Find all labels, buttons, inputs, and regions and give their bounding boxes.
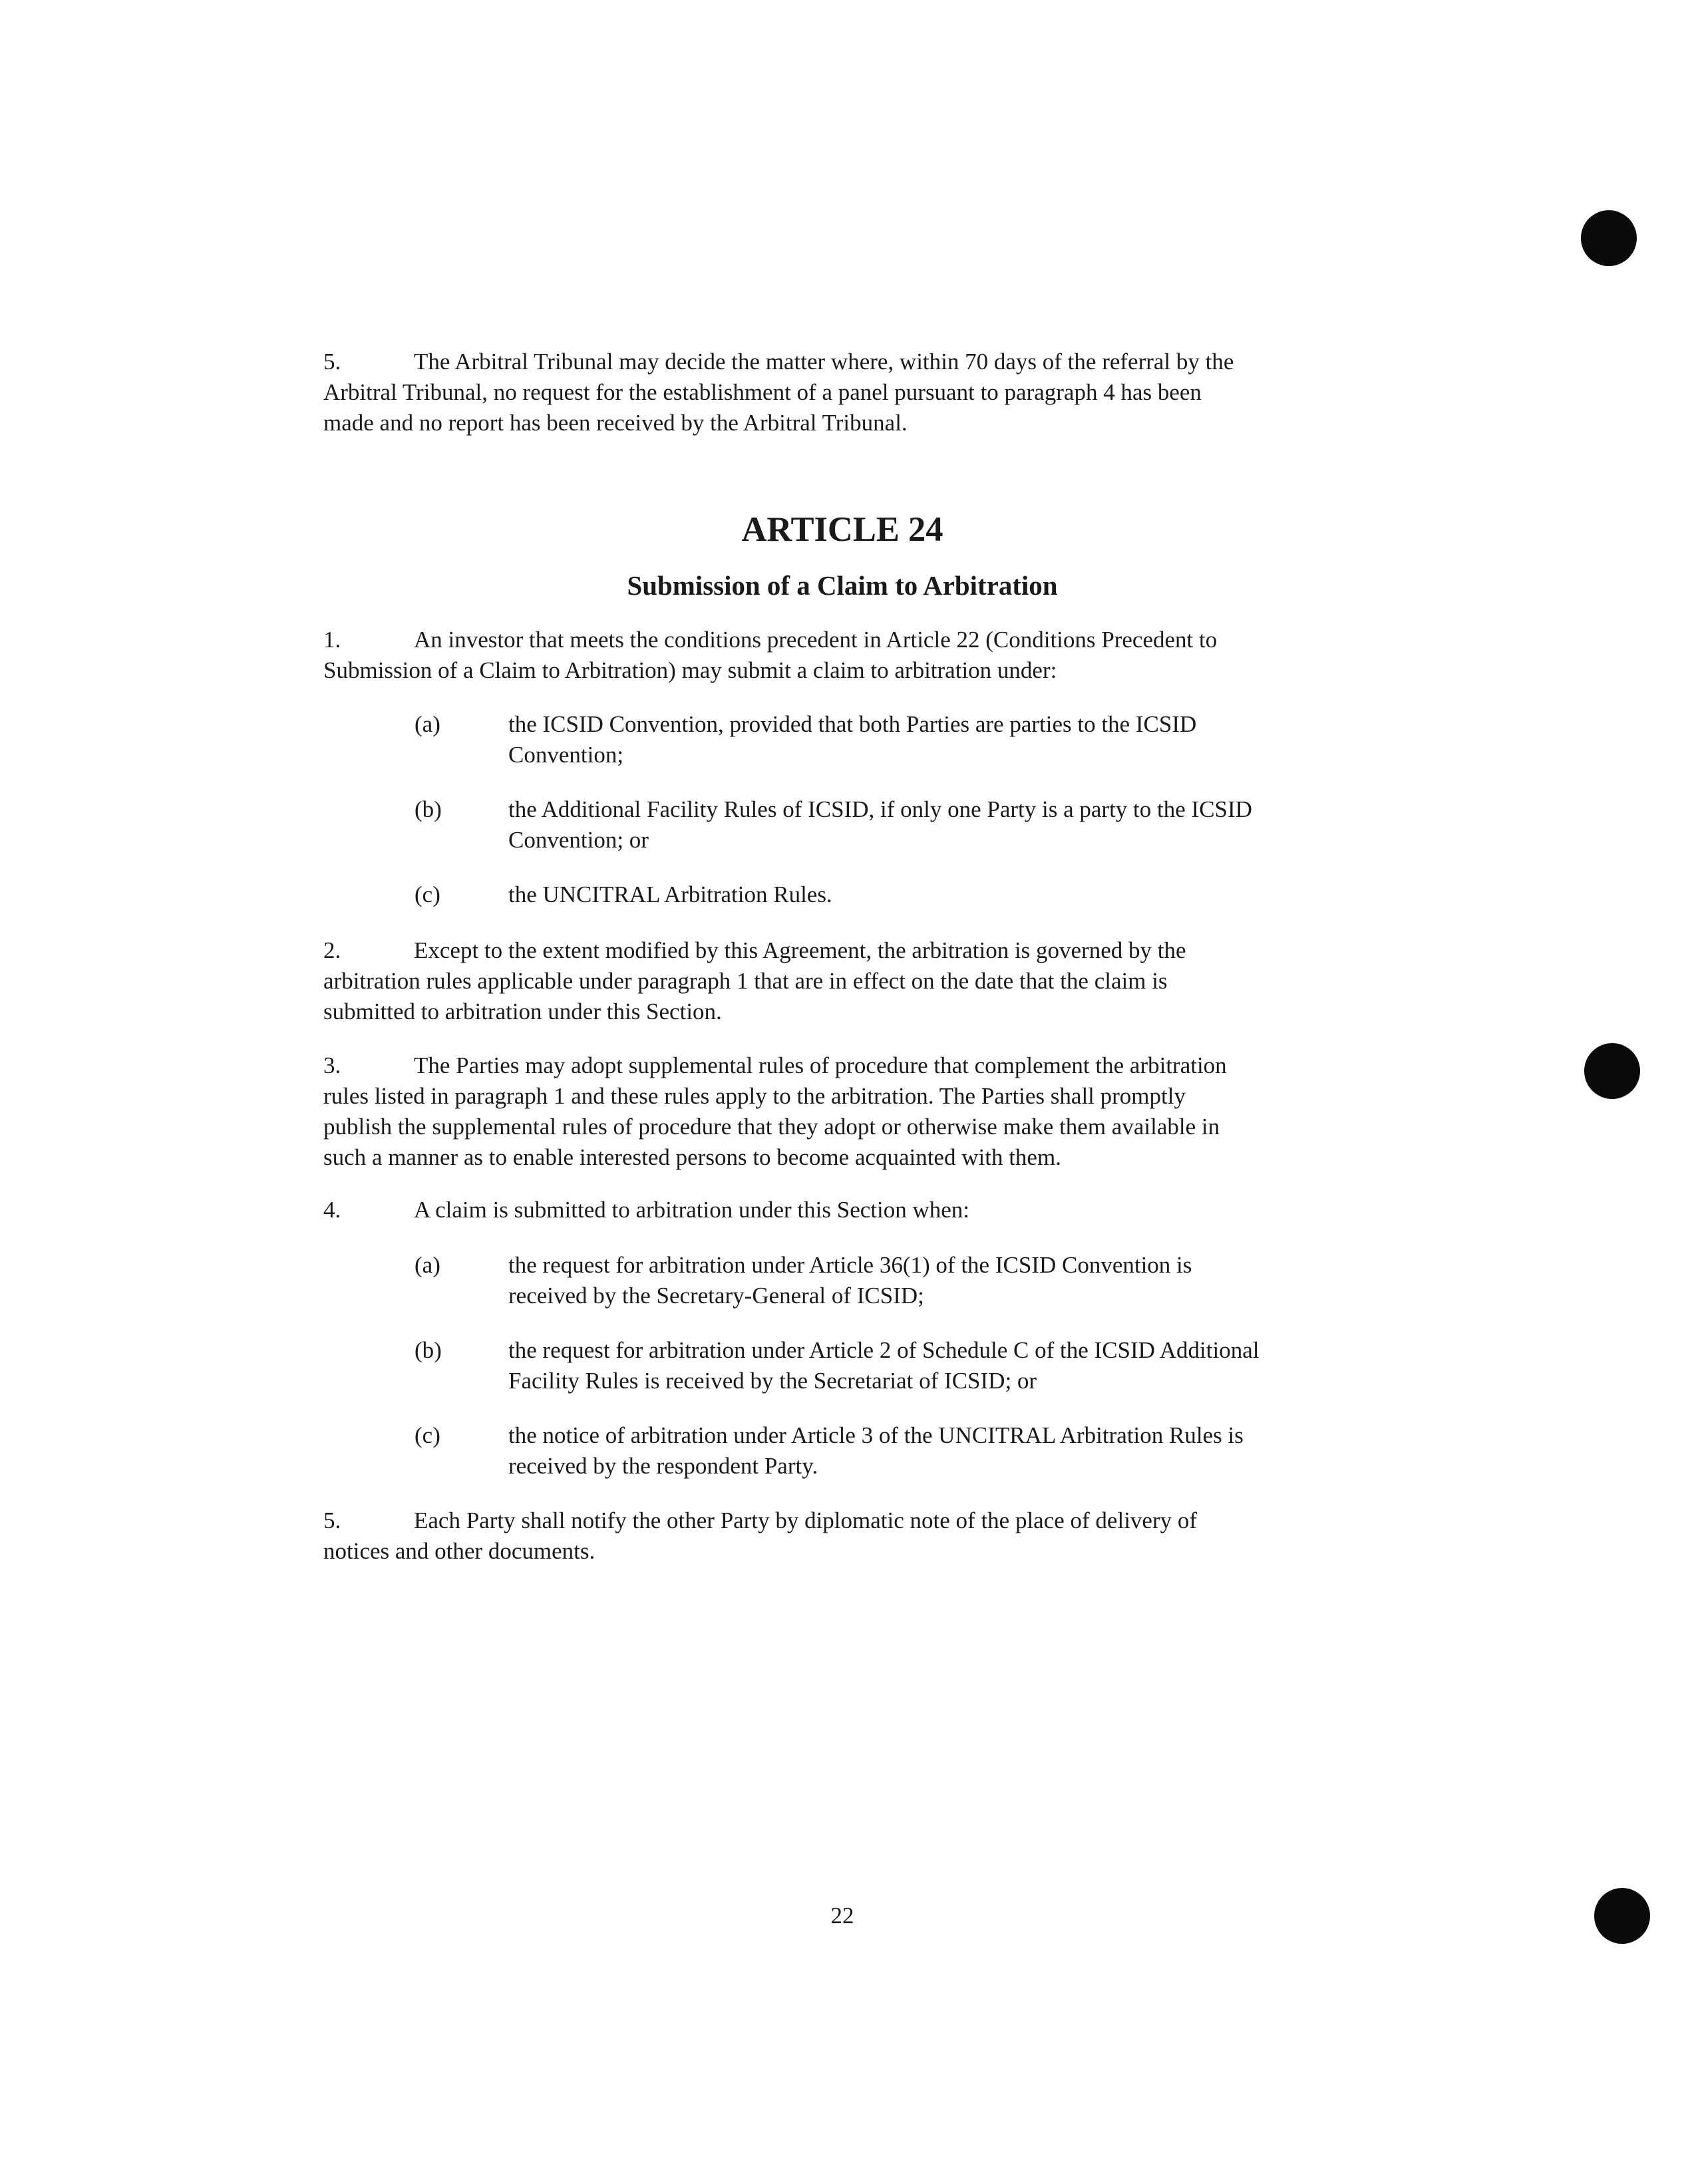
punch-hole-middle (1584, 1043, 1640, 1099)
list-item-line: the notice of arbitration under Article 3 of the UNCITRAL Arbitration Rules is (508, 1422, 1244, 1448)
punch-hole-bottom (1594, 1888, 1650, 1944)
paragraph-line: An investor that meets the conditions precedent in Article 22 (Conditions Precedent to (414, 627, 1218, 653)
list-item-line: Facility Rules is received by the Secretariat of ICSID; or (508, 1368, 1037, 1394)
paragraph-number: 5. (323, 349, 341, 375)
paragraph-2 (323, 935, 1361, 1027)
punch-hole-top (1581, 210, 1637, 266)
list-item-letter: (a) (415, 1252, 440, 1278)
paragraph-line: A claim is submitted to arbitration under this Section when: (414, 1197, 970, 1223)
list-item-line: the request for arbitration under Article 36(1) of the ICSID Convention is (508, 1252, 1192, 1278)
paragraph-number: 3. (323, 1052, 341, 1078)
paragraph-line: Submission of a Claim to Arbitration) may submit a claim to arbitration under: (323, 657, 1057, 683)
paragraph-line: rules listed in paragraph 1 and these rules apply to the arbitration. The Parties shall promptly (323, 1083, 1186, 1109)
list-item-line: the UNCITRAL Arbitration Rules. (508, 881, 832, 907)
paragraph-number: 4. (323, 1197, 341, 1223)
list-item (415, 1335, 1366, 1396)
list-item (415, 1250, 1366, 1311)
paragraph-4 (323, 1195, 1361, 1225)
list-item-line: the ICSID Convention, provided that both Parties are parties to the ICSID (508, 711, 1197, 737)
list-item-line: the request for arbitration under Article 2 of Schedule C of the ICSID Additional (508, 1337, 1260, 1363)
article-title: Submission of a Claim to Arbitration (627, 571, 1058, 601)
paragraph-line: arbitration rules applicable under paragraph 1 that are in effect on the date that the claim is (323, 968, 1168, 994)
list-item-line: received by the Secretary-General of ICSID; (508, 1283, 924, 1309)
paragraph-line: The Parties may adopt supplemental rules of procedure that complement the arbitration (414, 1052, 1227, 1078)
paragraph-line: notices and other documents. (323, 1538, 595, 1564)
paragraph-line: publish the supplemental rules of procedure that they adopt or otherwise make them available in (323, 1114, 1220, 1140)
list-item-line: Convention; (508, 742, 624, 768)
paragraph-line: Each Party shall notify the other Party by diplomatic note of the place of delivery of (414, 1507, 1198, 1533)
paragraph-line: Except to the extent modified by this Agreement, the arbitration is governed by the (414, 937, 1186, 963)
paragraph-number: 5. (323, 1507, 341, 1533)
list-item (415, 709, 1366, 770)
list-item-letter: (b) (415, 796, 442, 822)
list-item (415, 879, 1366, 910)
page-number: 22 (830, 1903, 854, 1929)
list-item-letter: (c) (415, 881, 440, 907)
list-item-line: Convention; or (508, 827, 649, 853)
list-item (415, 1420, 1366, 1482)
paragraph-1 (323, 625, 1361, 686)
list-item-line: received by the respondent Party. (508, 1453, 818, 1479)
list-item-letter: (a) (415, 711, 440, 737)
paragraph-line: made and no report has been received by the Arbitral Tribunal. (323, 410, 908, 436)
list-item-letter: (b) (415, 1337, 442, 1363)
article-heading: ARTICLE 24 (741, 510, 943, 549)
paragraph-number: 2. (323, 937, 341, 963)
list-item-letter: (c) (415, 1422, 440, 1448)
paragraph-number: 1. (323, 627, 341, 653)
paragraph-line: Arbitral Tribunal, no request for the establishment of a panel pursuant to paragraph 4 has been (323, 379, 1202, 405)
paragraph-5-previous (323, 347, 1361, 438)
paragraph-line: The Arbitral Tribunal may decide the matter where, within 70 days of the referral by the (414, 349, 1234, 375)
list-item-line: the Additional Facility Rules of ICSID, if only one Party is a party to the ICSID (508, 796, 1252, 822)
paragraph-3 (323, 1050, 1361, 1173)
paragraph-line: submitted to arbitration under this Section. (323, 999, 722, 1024)
paragraph-line: such a manner as to enable interested persons to become acquainted with them. (323, 1144, 1061, 1170)
paragraph-5 (323, 1505, 1361, 1567)
list-item (415, 794, 1366, 856)
